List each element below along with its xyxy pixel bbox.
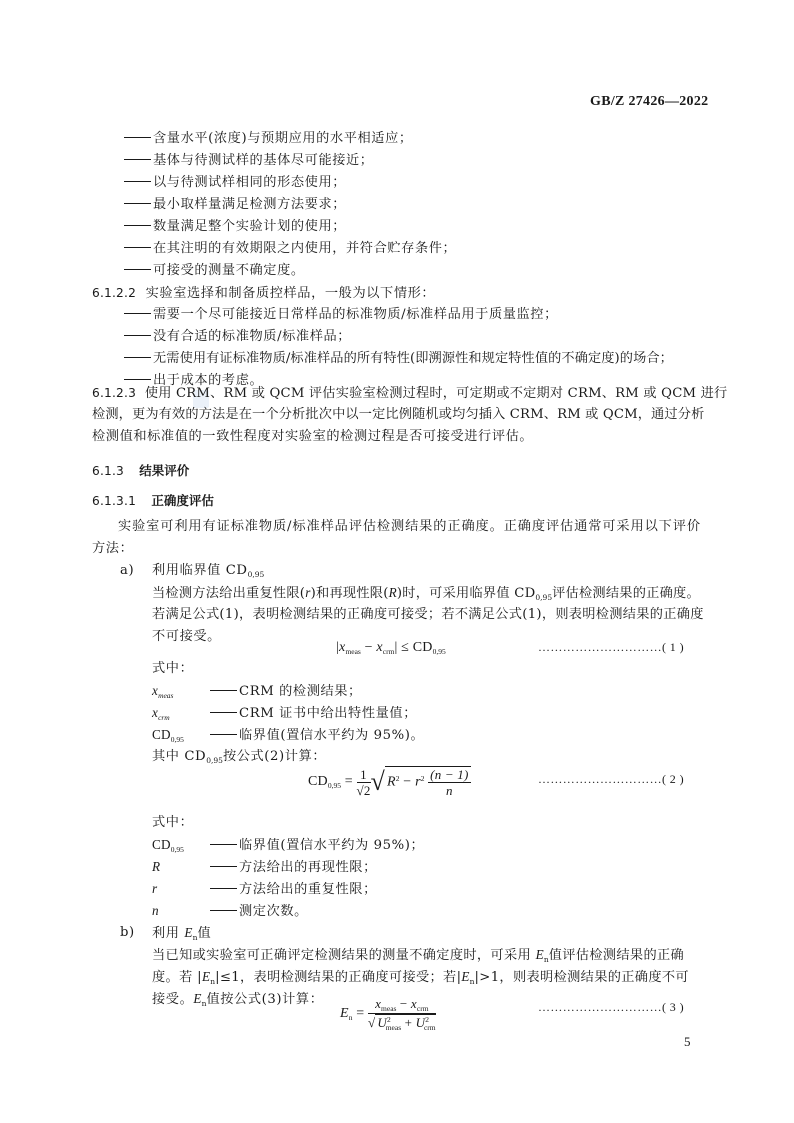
em-dash-icon (124, 269, 151, 271)
clause-6123: 6.1.2.3 使用 CRM、RM 或 QCM 评估实验室检测过程时，可定期或不定期对 CRM、RM 或 QCM 进行 (92, 386, 728, 401)
em-dash-icon (210, 690, 237, 692)
list-item: 基体与待测试样的基体尽可能接近； (124, 152, 374, 170)
clause-number: 6.1.2.3 (92, 386, 137, 400)
where-label: 式中： (152, 661, 194, 676)
where-label: 式中： (152, 815, 194, 830)
em-dash-icon (124, 137, 151, 139)
em-dash-icon (210, 866, 237, 868)
item-b-marker: b) (120, 925, 135, 940)
list-item: 含量水平(浓度)与预期应用的水平相适应； (124, 130, 413, 148)
list-item: 在其注明的有效期限之内使用，并符合贮存条件； (124, 240, 456, 258)
list-item: 可接受的测量不确定度。 (124, 262, 305, 280)
definition-row: R 方法给出的再现性限； (152, 859, 377, 875)
formula-2: $CD_{0,95}$ = $\frac{1}{√2}$ √ $R^2 - r^2$ $\frac{(n - 1)}{n}$ (308, 766, 469, 798)
paragraph-line: 方法： (92, 541, 134, 556)
formula-2-number: …………………………( 2 ) (538, 772, 684, 786)
paragraph-line: 若满足公式(1)，表明检测结果的正确度可接受；若不满足公式(1)，则表明检测结果的正确度 (152, 607, 704, 622)
clause-number: 6.1.2.2 (92, 286, 137, 300)
paragraph-line: 当检测方法给出重复性限(r)和再现性限(R)时，可采用临界值 $CD_{0,95}$评估检测结果的正确度。 (152, 585, 700, 602)
definition-row: $CD_{0,95}$ 临界值(置信水平约为 95%)。 (152, 727, 425, 744)
item-a-title: 利用临界值 $CD_{0,95}$ (152, 563, 265, 579)
list-item: 数量满足整个实验计划的使用； (124, 218, 346, 236)
formula-1-number: …………………………( 1 ) (538, 640, 684, 654)
em-dash-icon (124, 335, 151, 337)
clause-6131-heading: 6.1.3.1 正确度评估 (92, 493, 214, 508)
list-item: 出于成本的考虑。 (124, 372, 263, 390)
standard-number: GB/Z 27426—2022 (590, 94, 709, 109)
paragraph-line: 其中 $CD_{0,95}$按公式(2)计算： (152, 749, 327, 765)
em-dash-icon (210, 844, 237, 846)
formula-3: $E_n$ = $\frac{x_{meas} - x_{crm}}{√ U^2_{meas} + U^2_{crm}}$ (340, 996, 436, 1032)
formula-1: $|x_{meas} - x_{crm}| \le CD_{0,95}$ (336, 640, 446, 656)
clause-6122: 6.1.2.2 实验室选择和制备质控样品，一般为以下情形： (92, 286, 436, 301)
em-dash-icon (124, 313, 151, 315)
em-dash-icon (124, 159, 151, 161)
em-dash-icon (124, 247, 151, 249)
page-number: 5 (684, 1034, 691, 1049)
em-dash-icon (210, 734, 237, 736)
em-dash-icon (124, 181, 151, 183)
paragraph-line: 检测值和标准值的一致性程度对实验室的检测过程是否可接受进行评估。 (92, 429, 534, 444)
em-dash-icon (210, 888, 237, 890)
item-a-marker: a) (120, 563, 135, 578)
item-b-title: 利用 $E_n$值 (152, 925, 212, 942)
em-dash-icon (124, 357, 151, 359)
formula-3-number: …………………………( 3 ) (538, 1000, 684, 1014)
paragraph-line: 度。若 $|E_n|\le 1$，表明检测结果的正确度可接受；若$|E_n|>1$，则表明检测结果的正确度不可 (152, 969, 689, 986)
list-item: 最小取样量满足检测方法要求； (124, 196, 346, 214)
list-item: 无需使用有证标准物质/标准样品的所有特性(即溯源性和规定特性值的不确定度)的场合； (124, 350, 673, 368)
definition-row: n 测定次数。 (152, 903, 308, 919)
paragraph-line: 接受。$E_n$值按公式(3)计算： (152, 991, 324, 1008)
definition-row: r 方法给出的重复性限； (152, 881, 377, 897)
em-dash-icon (124, 379, 151, 381)
paragraph-line: 当已知或实验室可正确评定检测结果的测量不确定度时，可采用 $E_n$值评估检测结果的正确 (152, 947, 685, 964)
em-dash-icon (124, 203, 151, 205)
em-dash-icon (210, 910, 237, 912)
paragraph-line: 实验室可利用有证标准物质/标准样品评估检测结果的正确度。正确度评估通常可采用以下评价 (118, 519, 701, 534)
list-item: 需要一个尽可能接近日常样品的标准物质/标准样品用于质量监控； (124, 306, 558, 324)
em-dash-icon (210, 712, 237, 714)
clause-613-heading: 6.1.3 结果评价 (92, 463, 190, 478)
definition-row: $CD_{0,95}$ 临界值(置信水平约为 95%)； (152, 837, 425, 854)
list-item: 以与待测试样相同的形态使用； (124, 174, 346, 192)
paragraph-line: 不可接受。 (152, 629, 221, 644)
em-dash-icon (124, 225, 151, 227)
paragraph-line: 检测，更为有效的方法是在一个分析批次中以一定比例随机或均匀插入 CRM、RM 或 QCM，通过分析 (92, 407, 705, 422)
list-item: 没有合适的标准物质/标准样品； (124, 328, 351, 346)
definition-row: $x_{crm}$ CRM 证书中给出特性量值； (152, 705, 417, 722)
definition-row: $x_{meas}$ CRM 的检测结果； (152, 683, 362, 700)
